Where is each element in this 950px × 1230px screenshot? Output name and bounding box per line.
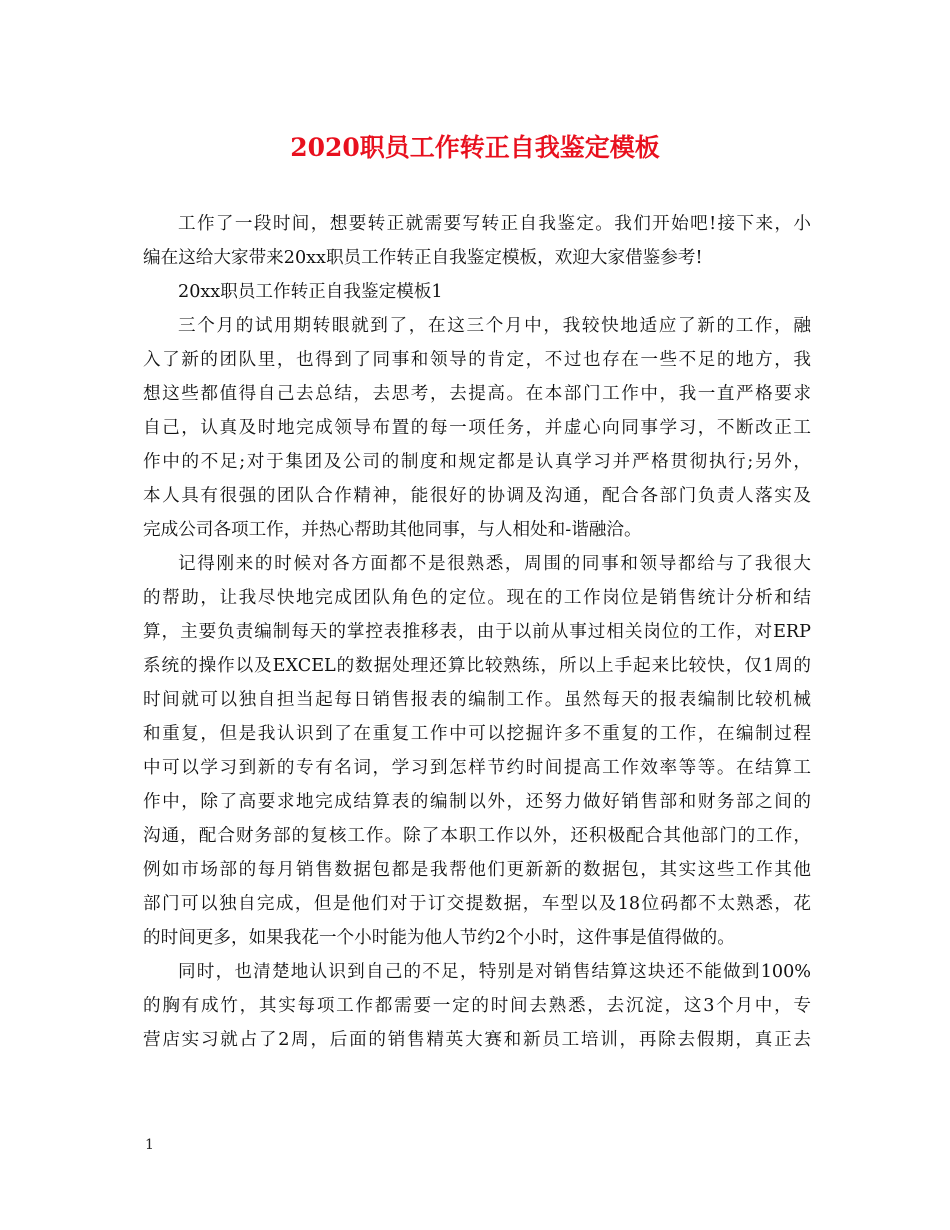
body-line-16: 和重复，但是我认识到了在重复工作中可以挖掘许多不重复的工作，在编制过程	[143, 724, 811, 744]
section-heading: 20xx职员工作转正自我鉴定模板1	[178, 282, 443, 302]
body-line-7: 自己，认真及时地完成领导布置的每一项任务，并虚心向同事学习，不断改正工	[143, 418, 811, 438]
body-line-5: 入了新的团队里，也得到了同事和领导的肯定，不过也存在一些不足的地方，我	[143, 350, 811, 370]
body-line-19: 沟通，配合财务部的复核工作。除了本职工作以外，还积极配合其他部门的工作，	[143, 826, 811, 846]
body-line-17: 中可以学习到新的专有名词，学习到怎样节约时间提高工作效率等等。在结算工	[143, 758, 811, 778]
body-line-15: 时间就可以独自担当起每日销售报表的编制工作。虽然每天的报表编制比较机械	[143, 690, 811, 710]
body-line-13: 算，主要负责编制每天的掌控表推移表，由于以前从事过相关岗位的工作，对ERP	[143, 622, 811, 642]
body-line-11: 记得刚来的时候对各方面都不是很熟悉，周围的同事和领导都给与了我很大	[178, 554, 811, 574]
body-line-10: 完成公司各项工作，并热心帮助其他同事，与人相处和-谐融洽。	[143, 520, 642, 540]
body-line-4: 三个月的试用期转眼就到了，在这三个月中，我较快地适应了新的工作，融	[178, 316, 811, 336]
body-line-24: 的胸有成竹，其实每项工作都需要一定的时间去熟悉，去沉淀，这3个月中，专	[143, 996, 811, 1016]
body-line-25: 营店实习就占了2周，后面的销售精英大赛和新员工培训，再除去假期，真正去	[143, 1030, 811, 1050]
body-line-9: 本人具有很强的团队合作精神，能很好的协调及沟通，配合各部门负责人落实及	[143, 486, 811, 506]
document-title: 2020职员工作转正自我鉴定模板	[290, 133, 660, 162]
body-line-23: 同时，也清楚地认识到自己的不足，特别是对销售结算这块还不能做到100%	[178, 962, 811, 982]
body-line-14: 系统的操作以及EXCEL的数据处理还算比较熟练，所以上手起来比较快，仅1周的	[143, 656, 811, 676]
body-line-18: 作中，除了高要求地完成结算表的编制以外，还努力做好销售部和财务部之间的	[143, 792, 811, 812]
body-line-1: 工作了一段时间，想要转正就需要写转正自我鉴定。我们开始吧!接下来，小	[178, 214, 811, 234]
body-line-22: 的时间更多，如果我花一个小时能为他人节约2个小时，这件事是值得做的。	[143, 928, 735, 948]
body-line-20: 例如市场部的每月销售数据包都是我帮他们更新新的数据包，其实这些工作其他	[143, 860, 811, 880]
body-line-2: 编在这给大家带来20xx职员工作转正自我鉴定模板，欢迎大家借鉴参考!	[143, 248, 703, 268]
body-line-21: 部门可以独自完成，但是他们对于订交提数据，车型以及18位码都不太熟悉，花	[143, 894, 811, 914]
body-line-12: 的帮助，让我尽快地完成团队角色的定位。现在的工作岗位是销售统计分析和结	[143, 588, 811, 608]
body-line-6: 想这些都值得自己去总结，去思考，去提高。在本部门工作中，我一直严格要求	[143, 384, 811, 404]
body-line-8: 作中的不足;对于集团及公司的制度和规定都是认真学习并严格贯彻执行;另外，	[143, 452, 811, 472]
page-number: 1	[145, 1137, 154, 1153]
